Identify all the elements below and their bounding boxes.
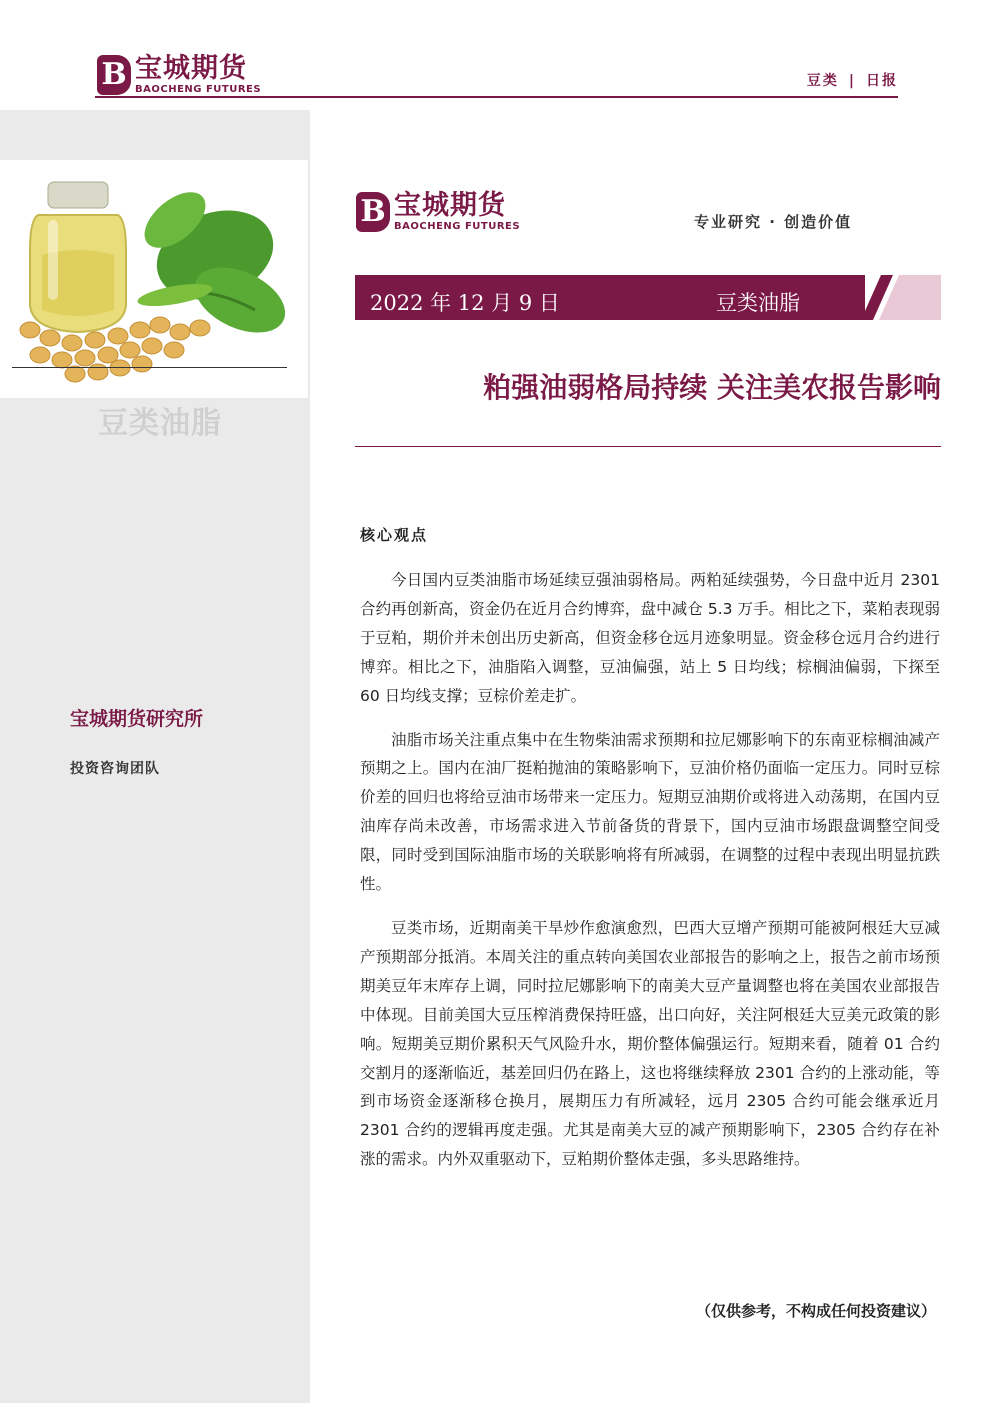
header-tag-type: 日报 xyxy=(866,73,898,89)
header-rule xyxy=(95,96,898,98)
header-tag-separator: | xyxy=(848,73,856,89)
banner-logo-chinese-name: 宝城期货 xyxy=(394,190,506,221)
report-category: 豆类油脂 xyxy=(716,291,800,315)
header-tags xyxy=(807,70,898,90)
body-paragraph: 今日国内豆类油脂市场延续豆强油弱格局。两粕延续强势，今日盘中近月 2301 合约再创新高，资金仍在近月合约博弈，盘中减仓 5.3 万手。相比之下，菜粕表现弱于豆粕，期价并未创出历史新高，但资金移仓远月迹象明显。资金移仓远月合约进行博弈。相比之下，油脂陷入调整，豆油偏强，站上 5 日均线；棕榈油偏弱，下探至 60 日均线支撑；豆棕价差走扩。 xyxy=(360,571,940,705)
cover-photo xyxy=(0,160,308,398)
report-headline: 粕强油弱格局持续 关注美农报告影响 xyxy=(483,371,941,404)
sidebar-team: 投资咨询团队 xyxy=(70,761,160,777)
body-paragraph: 油脂市场关注重点集中在生物柴油需求预期和拉尼娜影响下的东南亚棕榈油减产预期之上。国内在油厂挺粕抛油的策略影响下，豆油价格仍面临一定压力。同时豆棕价差的回归也将给豆油市场带来一定压力。短期豆油期价或将进入动荡期，在国内豆油库存尚未改善，市场需求进入节前备货的背景下，国内豆油市场跟盘调整空间受限，同时受到国际油脂市场的关联影响将有所减弱，在调整的过程中表现出明显抗跌性。 xyxy=(360,730,940,894)
headline-rule xyxy=(355,446,941,447)
logo-chinese-name: 宝城期货 xyxy=(135,53,247,84)
header-logo xyxy=(97,55,261,95)
report-body xyxy=(360,566,940,1189)
body-paragraph: 豆类市场，近期南美干旱炒作愈演愈烈，巴西大豆增产预期可能被阿根廷大豆减产预期部分抵消。本周关注的重点转向美国农业部报告的影响之上，报告之前市场预期美豆年末库存上调，同时拉尼娜影响下的南美大豆产量调整也将在美国农业部报告中体现。目前美国大豆压榨消费保持旺盛，出口向好，关注阿根廷大豆美元政策的影响。短期美豆期价累积天气风险升水，期价整体偏强运行。短期来看，随着 01 合约交割月的逐渐临近，基差回归仍在路上，这也将继续释放 2301 合约的上涨动能，等到市场资金逐渐移仓换月，展期压力有所减轻，远月 2305 合约可能会继承近月 2301 合约的逻辑再度走强。尤其是南美大豆的减产预期影响下，2305 合约存在补涨的需求。内外双重驱动下，豆粕期价整体走强，多头思路维持。 xyxy=(360,918,940,1169)
disclaimer: （仅供参考，不构成任何投资建议） xyxy=(695,1302,936,1320)
header-tag-category: 豆类 xyxy=(806,73,839,89)
sidebar-category: 豆类油脂 xyxy=(98,406,222,441)
banner-logo xyxy=(356,192,520,232)
banner-logo-english-name: BAOCHENG FUTURES xyxy=(394,221,521,232)
band-stripes-icon xyxy=(855,275,941,320)
section-title: 核心观点 xyxy=(360,526,429,544)
oil-jar-soybean-illustration xyxy=(0,160,308,398)
sidebar-institute: 宝城期货研究所 xyxy=(70,708,204,730)
banner-logo-mark-icon: B xyxy=(356,192,390,232)
photo-divider xyxy=(12,367,287,368)
logo-mark-icon: B xyxy=(97,55,131,95)
slogan: 专业研究 · 创造价值 xyxy=(694,213,853,231)
report-date: 2022 年 12 月 9 日 xyxy=(370,291,560,315)
logo-english-name: BAOCHENG FUTURES xyxy=(135,84,262,95)
